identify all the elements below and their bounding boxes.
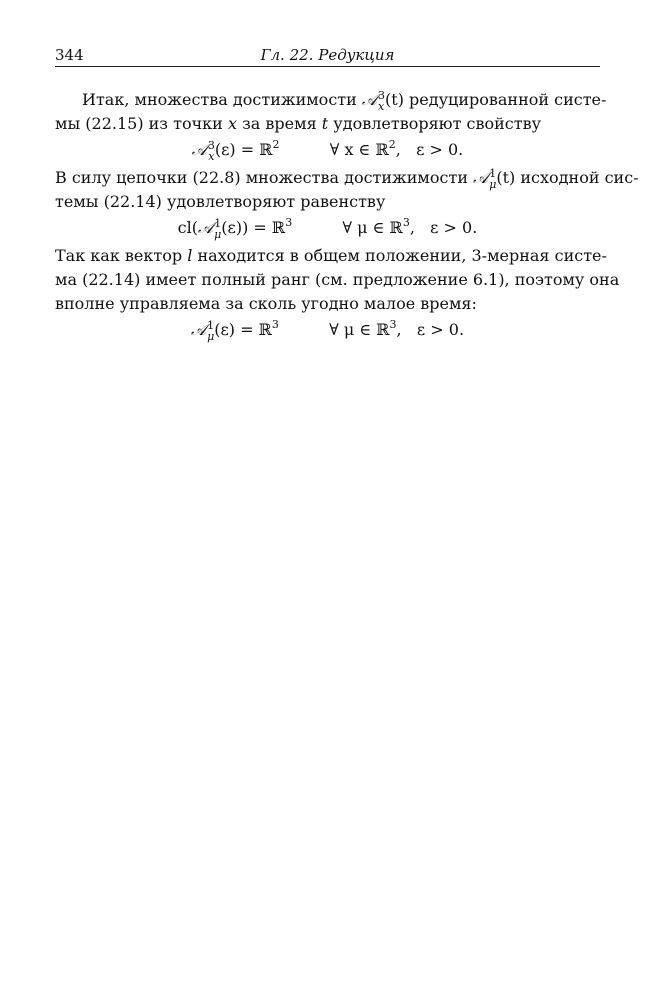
running-head: Гл. 22. Редукция — [260, 46, 395, 64]
paragraph-3-line-3: вполне управляема за сколь угодно малое время: — [55, 294, 477, 313]
formula-2: cl(𝒜 1 μ (ε)) = ℝ$^3$ ∀ μ ∈ ℝ$^3$, ε > 0. — [177, 216, 478, 241]
page-header — [55, 46, 600, 67]
paragraph-2-line-1: В силу цепочки (22.8) множества достижимости 𝒜 1 μ (t) исходной сис- — [55, 167, 639, 191]
paragraph-3-line-2: ма (22.14) имеет полный ранг (см. предложение 6.1), поэтому она — [55, 270, 620, 289]
formula-1: 𝒜 3 x (ε) = ℝ$^2$ ∀ x ∈ ℝ$^2$, ε > 0. — [191, 138, 464, 163]
paragraph-2-line-2: темы (22.14) удовлетворяют равенству — [55, 192, 386, 211]
page-number: 344 — [55, 46, 84, 64]
main-text — [55, 88, 639, 346]
formula-3: 𝒜 1 μ (ε) = ℝ$^3$ ∀ μ ∈ ℝ$^3$, ε > 0. — [190, 318, 465, 343]
paragraph-1-line-1: Итак, множества достижимости 𝒜 3 x (t) редуцированной систе- — [82, 89, 607, 113]
paragraph-1-line-2: мы (22.15) из точки x за время t удовлетворяют свойству — [55, 114, 542, 133]
paragraph-3-line-1: Так как вектор l находится в общем положении, 3-мерная систе- — [55, 246, 607, 265]
